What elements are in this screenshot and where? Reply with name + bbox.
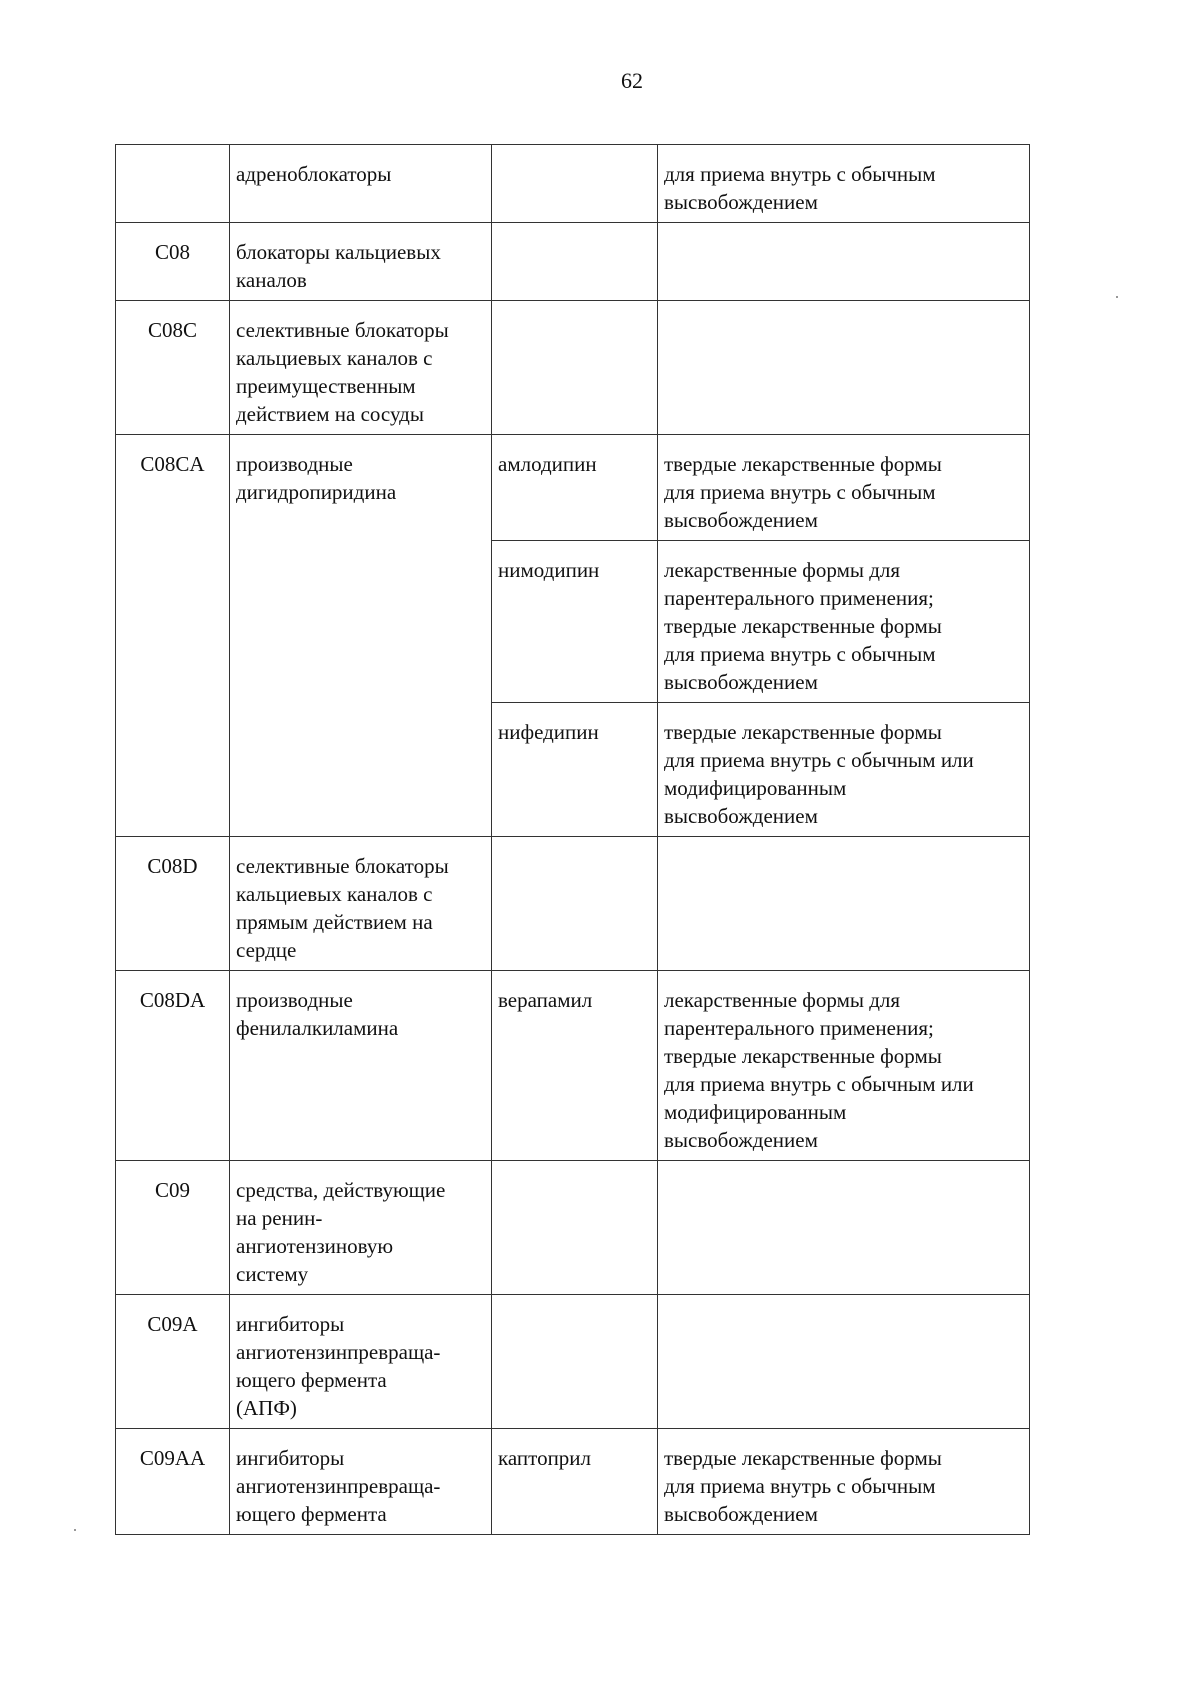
drug-cell <box>492 1429 658 1535</box>
group-name: блокаторы кальциевых каналов <box>236 240 441 292</box>
atc-code-cell <box>116 1429 230 1535</box>
atc-code-cell <box>116 1295 230 1429</box>
table-row <box>116 435 1030 541</box>
group-name: производные дигидропиридина <box>236 452 397 504</box>
form-cell <box>658 145 1030 223</box>
drug-cell <box>492 1295 658 1429</box>
atc-code-cell <box>116 145 230 223</box>
drug-cell <box>492 301 658 435</box>
atc-code: C09A <box>147 1312 198 1336</box>
atc-code-cell <box>116 301 230 435</box>
form-cell <box>658 301 1030 435</box>
group-cell <box>230 301 492 435</box>
drug-name: нифедипин <box>498 720 599 744</box>
form-cell <box>658 971 1030 1161</box>
atc-code: C08D <box>147 854 198 878</box>
group-name: селективные блокаторы кальциевых каналов с прямым действием на сердце <box>236 854 449 962</box>
atc-code-cell <box>116 1161 230 1295</box>
dosage-form: лекарственные формы для парентерального применения; твердые лекарственные формы для приема внутрь с обычным высвобождением <box>664 558 942 694</box>
drug-cell <box>492 223 658 301</box>
form-cell <box>658 1295 1030 1429</box>
group-name: ингибиторы ангиотензинпревраща- ющего фермента <box>236 1446 441 1526</box>
drug-name: нимодипин <box>498 558 600 582</box>
atc-code-cell <box>116 435 230 837</box>
table-row <box>116 837 1030 971</box>
group-cell <box>230 1295 492 1429</box>
group-cell <box>230 435 492 837</box>
atc-code-cell <box>116 837 230 971</box>
table-row <box>116 145 1030 223</box>
group-cell <box>230 971 492 1161</box>
atc-code-cell <box>116 971 230 1161</box>
table-row <box>116 1161 1030 1295</box>
page-number: 62 <box>621 68 643 93</box>
drug-cell <box>492 971 658 1161</box>
form-cell <box>658 837 1030 971</box>
group-cell <box>230 1161 492 1295</box>
atc-code: C08C <box>147 318 197 342</box>
form-cell <box>658 1161 1030 1295</box>
drug-name: верапамил <box>498 988 593 1012</box>
group-cell <box>230 1429 492 1535</box>
dosage-form: для приема внутрь с обычным высвобождением <box>664 162 936 214</box>
dosage-form: твердые лекарственные формы для приема внутрь с обычным высвобождением <box>664 452 942 532</box>
group-name: средства, действующие на ренин- ангиотензиновую систему <box>236 1178 446 1286</box>
drug-cell <box>492 703 658 837</box>
group-name: производные фенилалкиламина <box>236 988 399 1040</box>
group-name: селективные блокаторы кальциевых каналов с преимущественным действием на сосуды <box>236 318 449 426</box>
atc-code: C08 <box>154 240 190 264</box>
atc-code: C09AA <box>139 1446 206 1470</box>
table-row <box>116 971 1030 1161</box>
drug-table <box>115 144 1030 1535</box>
drug-cell <box>492 145 658 223</box>
dosage-form: твердые лекарственные формы для приема внутрь с обычным или модифицированным высвобождением <box>664 720 974 828</box>
form-cell <box>658 541 1030 703</box>
form-cell <box>658 223 1030 301</box>
dosage-form: лекарственные формы для парентерального применения; твердые лекарственные формы для приема внутрь с обычным или модифицированным высвобождением <box>664 988 974 1152</box>
group-name: адреноблокаторы <box>236 162 392 186</box>
table-row <box>116 1295 1030 1429</box>
dosage-form: твердые лекарственные формы для приема внутрь с обычным высвобождением <box>664 1446 942 1526</box>
group-name: ингибиторы ангиотензинпревраща- ющего фермента (АПФ) <box>236 1312 441 1420</box>
drug-cell <box>492 541 658 703</box>
form-cell <box>658 703 1030 837</box>
drug-cell <box>492 1161 658 1295</box>
drug-cell <box>492 435 658 541</box>
form-cell <box>658 435 1030 541</box>
group-cell <box>230 223 492 301</box>
table-row <box>116 1429 1030 1535</box>
atc-code-cell <box>116 223 230 301</box>
atc-code: C09 <box>154 1178 190 1202</box>
table-row <box>116 301 1030 435</box>
scan-speck <box>1116 296 1118 298</box>
atc-code: C08DA <box>139 988 206 1012</box>
drug-name: амлодипин <box>498 452 597 476</box>
group-cell <box>230 837 492 971</box>
table-row <box>116 223 1030 301</box>
drug-cell <box>492 837 658 971</box>
scan-speck <box>74 1529 76 1531</box>
form-cell <box>658 1429 1030 1535</box>
group-cell <box>230 145 492 223</box>
atc-code: C08CA <box>140 452 205 476</box>
drug-name: каптоприл <box>498 1446 592 1470</box>
